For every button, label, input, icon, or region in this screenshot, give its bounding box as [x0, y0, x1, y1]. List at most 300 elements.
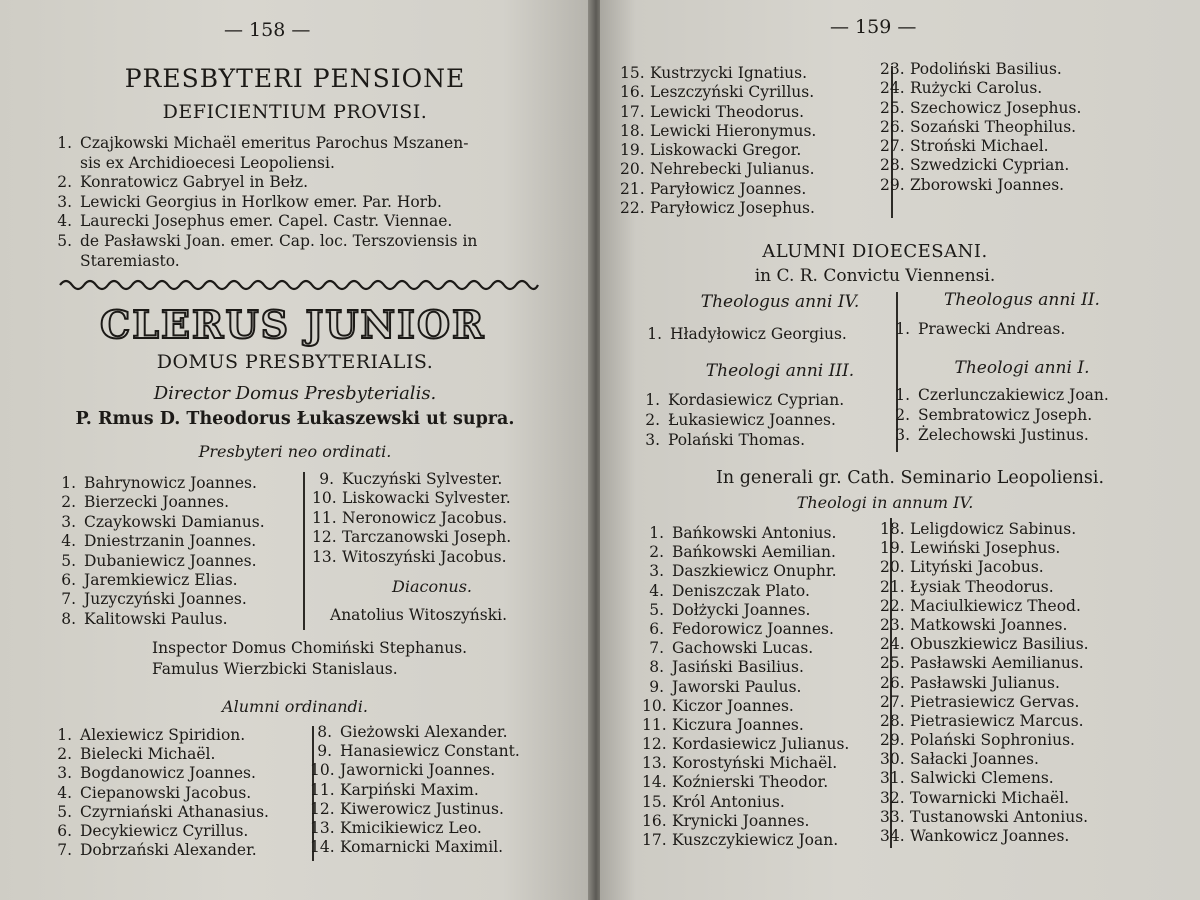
- item-text: Jawornicki Joannes.: [340, 761, 496, 780]
- list-item: [880, 79, 1081, 98]
- item-number: 7.: [61, 590, 76, 609]
- item-number: 12.: [312, 528, 337, 547]
- list-item: [638, 411, 844, 431]
- item-number: 31.: [880, 769, 905, 788]
- list-item: [642, 716, 849, 735]
- theologus-anni-ii: Theologus anni II.: [944, 290, 1100, 310]
- item-text: Ciepanowski Jacobus.: [80, 783, 252, 802]
- list-item: [880, 808, 1089, 827]
- item-number: 30.: [880, 750, 905, 769]
- item-text: Karpiński Maxim.: [340, 780, 479, 799]
- item-number: 3.: [57, 192, 72, 211]
- item-number: 20.: [620, 160, 645, 179]
- item-text: Liskowacki Gregor.: [650, 141, 802, 160]
- item-text: Lewicki Georgius in Horlkow emer. Par. Horb.: [80, 192, 442, 211]
- list-item: [50, 784, 269, 803]
- list-item: [880, 99, 1081, 118]
- list-item: [312, 528, 511, 547]
- item-number: 23.: [880, 615, 905, 634]
- list-item: [50, 726, 269, 745]
- item-number: 2.: [895, 405, 910, 424]
- list-item: [880, 769, 1089, 788]
- list-item: [50, 252, 477, 272]
- alumni-ordinandi-label: Alumni ordinandi.: [222, 697, 368, 716]
- list-item: [642, 735, 849, 754]
- list-item: [640, 325, 847, 344]
- item-number: 26.: [880, 673, 905, 692]
- item-number: 1.: [649, 524, 664, 542]
- item-text: Kordasiewicz Cyprian.: [668, 391, 845, 409]
- item-number: 1.: [895, 386, 910, 404]
- list-item: [54, 513, 265, 532]
- list-item: [620, 83, 816, 102]
- list-item: [54, 493, 265, 512]
- list-item: [642, 658, 849, 677]
- director-name: P. Rmus D. Theodorus Łukaszewski ut supra.: [75, 409, 515, 429]
- item-text: Jasiński Basilius.: [672, 658, 804, 677]
- list-item: [638, 431, 844, 451]
- list-item: [54, 552, 265, 571]
- item-text: Prawecki Andreas.: [918, 320, 1066, 338]
- list-item: [310, 781, 520, 800]
- item-text: Bańkowski Antonius.: [672, 524, 837, 542]
- item-number: 24.: [880, 635, 905, 654]
- item-text: Kustrzycki Ignatius.: [650, 64, 808, 82]
- item-text: Tustanowski Antonius.: [910, 807, 1089, 826]
- neo-ordinati-label: Presbyteri neo ordinati.: [198, 442, 392, 461]
- list-item: [642, 601, 849, 620]
- theologi-in-annum-iv: Theologi in annum IV.: [796, 493, 974, 512]
- item-text: Maciulkiewicz Theod.: [910, 596, 1081, 615]
- list-item: [880, 118, 1081, 137]
- list-item: [50, 764, 269, 783]
- list-item: [620, 160, 816, 179]
- item-text: Czerlunczakiewicz Joan.: [918, 386, 1109, 404]
- item-number: 4.: [57, 212, 72, 231]
- item-number: 9.: [317, 742, 332, 761]
- item-number: 28.: [880, 156, 905, 175]
- item-text: Dołżycki Joannes.: [672, 600, 811, 619]
- item-number: 10.: [310, 761, 335, 780]
- diaconus-label: Diaconus.: [392, 577, 472, 596]
- item-number: 24.: [880, 79, 905, 98]
- item-text: Leszczyński Cyrillus.: [650, 83, 815, 102]
- item-number: 23.: [880, 60, 905, 78]
- item-number: 1.: [647, 325, 662, 343]
- item-text: Kuszczykiewicz Joan.: [672, 831, 839, 849]
- item-text: Żelechowski Justinus.: [918, 425, 1089, 444]
- list-item: [50, 212, 477, 232]
- item-number: 6.: [61, 570, 76, 589]
- domus-title: DOMUS PRESBYTERIALIS.: [156, 351, 434, 373]
- item-text: Staremiasto.: [80, 251, 180, 270]
- alumni-ordinandi-right-column: [310, 723, 520, 857]
- seminario-leopoliensi: In generali gr. Cath. Seminario Leopoliensi.: [715, 468, 1105, 488]
- item-text: Korostyński Michaël.: [672, 754, 838, 773]
- item-number: 26.: [880, 117, 905, 136]
- item-number: 5.: [61, 551, 76, 570]
- item-text: de Pasławski Joan. emer. Cap. loc. Terszoviensis in: [80, 231, 478, 250]
- seminario-right-column: [880, 520, 1089, 846]
- alumni-dioecesani-title: ALUMNI DIOECESANI.: [762, 241, 988, 262]
- ornamental-rule: [56, 277, 542, 293]
- list-item: [642, 812, 849, 831]
- item-number: 4.: [57, 783, 72, 802]
- list-item: [310, 742, 520, 761]
- item-number: 9.: [649, 677, 664, 696]
- item-text: Król Antonius.: [672, 792, 785, 811]
- list-item: [54, 590, 265, 609]
- item-text: Gieżowski Alexander.: [340, 723, 508, 741]
- item-number: 3.: [645, 430, 660, 449]
- item-text: Liskowacki Sylvester.: [342, 489, 511, 508]
- item-text: Juzyczyński Joannes.: [84, 590, 247, 609]
- item-text: Sembratowicz Joseph.: [918, 405, 1093, 424]
- item-text: Obuszkiewicz Basilius.: [910, 635, 1089, 654]
- item-text: Czaykowski Damianus.: [84, 512, 265, 531]
- item-number: 15.: [642, 792, 667, 811]
- heading-deficientium: DEFICIENTIUM PROVISI.: [162, 101, 428, 123]
- item-text: Czyrniański Athanasius.: [80, 802, 269, 821]
- item-number: 29.: [880, 175, 905, 194]
- list-item: [642, 639, 849, 658]
- item-text: Hładyłowicz Georgius.: [670, 325, 847, 343]
- list-item: [312, 470, 511, 489]
- item-number: 3.: [895, 425, 910, 444]
- list-item: [50, 822, 269, 841]
- neo-ordinati-left-column: [54, 474, 265, 629]
- item-text: Komarnicki Maximil.: [340, 838, 504, 857]
- item-number: 7.: [57, 841, 72, 860]
- item-text: Paryłowicz Josephus.: [650, 199, 815, 218]
- diaconus-name: Anatolius Witoszyński.: [330, 606, 508, 624]
- list-item: [50, 803, 269, 822]
- item-text: Koźnierski Theodor.: [672, 773, 829, 792]
- list-item: [54, 474, 265, 493]
- list-item: [620, 199, 816, 218]
- list-item: [312, 489, 511, 508]
- list-item: [620, 180, 816, 199]
- item-text: Polański Sophronius.: [910, 731, 1075, 750]
- list-item: [310, 761, 520, 780]
- list-item: [310, 838, 520, 857]
- item-number: 34.: [880, 827, 905, 845]
- item-number: 3.: [57, 764, 72, 783]
- item-number: 8.: [649, 658, 664, 677]
- theologus-anni-iv: Theologus anni IV.: [700, 292, 860, 312]
- item-text: Paryłowicz Joannes.: [650, 179, 807, 198]
- item-text: Dniestrzanin Joannes.: [84, 532, 257, 551]
- item-number: 5.: [57, 802, 72, 821]
- item-number: 8.: [317, 723, 332, 741]
- list-item: [312, 548, 511, 567]
- item-text: Kmicikiewicz Leo.: [340, 818, 482, 837]
- item-number: 6.: [57, 821, 72, 840]
- inspector-line: Inspector Domus Chomiński Stephanus.: [152, 639, 468, 657]
- item-text: Bierzecki Joannes.: [84, 493, 230, 512]
- list-item: [54, 610, 265, 629]
- left-page: [0, 0, 592, 900]
- item-number: 13.: [642, 754, 667, 773]
- list-item: [880, 712, 1089, 731]
- item-text: Sałacki Joannes.: [910, 750, 1039, 769]
- item-text: Hanasiewicz Constant.: [340, 742, 520, 761]
- item-number: 10.: [642, 696, 667, 715]
- theologi-iii-list: [638, 391, 844, 450]
- item-text: Lityński Jacobus.: [910, 558, 1044, 577]
- clerus-junior-title: CLERUS JUNIOR: [100, 302, 486, 347]
- item-text: Kiczor Joannes.: [672, 696, 794, 715]
- item-number: 8.: [61, 609, 76, 628]
- list-item: [620, 122, 816, 141]
- list-item: [312, 509, 511, 528]
- item-text: Kuczyński Sylvester.: [342, 470, 503, 488]
- list-item: [880, 827, 1089, 846]
- item-text: Jaremkiewicz Elias.: [84, 570, 238, 589]
- item-text: Deniszczak Plato.: [672, 581, 810, 600]
- alumni-ordinandi-left-column: [50, 726, 269, 860]
- item-text: Laurecki Josephus emer. Capel. Castr. Viennae.: [80, 212, 453, 231]
- item-text: Łukasiewicz Joannes.: [668, 410, 836, 429]
- item-number: 28.: [880, 711, 905, 730]
- list-item: [880, 520, 1089, 539]
- list-item: [54, 532, 265, 551]
- list-item: [620, 141, 816, 160]
- item-text: Kiczura Joannes.: [672, 715, 804, 734]
- item-text: Pasławski Aemilianus.: [910, 654, 1084, 673]
- list-item: [880, 578, 1089, 597]
- item-text: Krynicki Joannes.: [672, 811, 810, 830]
- director-label: Director Domus Presbyterialis.: [153, 383, 437, 404]
- item-number: 16.: [642, 811, 667, 830]
- item-text: Bahrynowicz Joannes.: [84, 474, 257, 492]
- list-item: [642, 524, 849, 543]
- item-number: 5.: [57, 231, 72, 250]
- item-number: 22.: [880, 596, 905, 615]
- item-number: 29.: [880, 731, 905, 750]
- item-number: 25.: [880, 654, 905, 673]
- list-item: [642, 773, 849, 792]
- neo-ordinati-right-column: [312, 470, 511, 567]
- item-text: Lewiński Josephus.: [910, 539, 1061, 558]
- item-number: 2.: [57, 173, 72, 192]
- list-item: [880, 731, 1089, 750]
- theologi-i-list: [888, 386, 1109, 445]
- item-text: Szwedzicki Cyprian.: [910, 156, 1070, 175]
- item-number: 14.: [642, 773, 667, 792]
- item-number: 25.: [880, 98, 905, 117]
- list-item: [880, 597, 1089, 616]
- item-number: 17.: [642, 831, 667, 849]
- item-text: Polański Thomas.: [668, 430, 806, 449]
- item-number: 3.: [61, 512, 76, 531]
- item-number: 33.: [880, 807, 905, 826]
- item-text: Czajkowski Michaël emeritus Parochus Mszanen-: [80, 134, 469, 152]
- item-number: 15.: [620, 64, 645, 82]
- theologus-ii-list: [888, 320, 1065, 339]
- item-text: Sozański Theophilus.: [910, 117, 1077, 136]
- list-item: [880, 789, 1089, 808]
- item-number: 19.: [880, 539, 905, 558]
- item-number: 16.: [620, 83, 645, 102]
- item-text: Daszkiewicz Onuphr.: [672, 562, 837, 581]
- continued-right-column: [880, 60, 1081, 195]
- item-number: 3.: [649, 562, 664, 581]
- list-item: [880, 616, 1089, 635]
- column-divider: [303, 472, 305, 630]
- item-number: 2.: [645, 410, 660, 429]
- item-number: 13.: [312, 547, 337, 566]
- list-item: [880, 693, 1089, 712]
- item-text: Kordasiewicz Julianus.: [672, 735, 850, 754]
- theologi-anni-i: Theologi anni I.: [954, 358, 1090, 378]
- list-item: [880, 654, 1089, 673]
- list-item: [880, 176, 1081, 195]
- item-number: 5.: [649, 600, 664, 619]
- item-text: Konratowicz Gabryel in Bełz.: [80, 173, 309, 192]
- item-text: Kalitowski Paulus.: [84, 609, 228, 628]
- item-number: 1.: [895, 320, 910, 338]
- list-item: [888, 406, 1109, 426]
- item-number: 27.: [880, 692, 905, 711]
- item-text: Podoliński Basilius.: [910, 60, 1062, 78]
- item-text: Towarnicki Michaël.: [910, 788, 1070, 807]
- item-number: 9.: [319, 470, 334, 488]
- list-item: [54, 571, 265, 590]
- item-number: 2.: [649, 543, 664, 562]
- item-text: Szechowicz Josephus.: [910, 98, 1082, 117]
- list-item: [880, 539, 1089, 558]
- item-text: Pasławski Julianus.: [910, 673, 1060, 692]
- item-text: Bielecki Michaël.: [80, 745, 216, 764]
- item-number: 2.: [61, 493, 76, 512]
- item-number: 2.: [57, 745, 72, 764]
- item-text: Bogdanowicz Joannes.: [80, 764, 256, 783]
- list-item: [888, 386, 1109, 406]
- item-text: Zborowski Joannes.: [910, 175, 1065, 194]
- list-item: [880, 558, 1089, 577]
- item-text: Fedorowicz Joannes.: [672, 619, 834, 638]
- item-text: Rużycki Carolus.: [910, 79, 1043, 98]
- item-text: Matkowski Joannes.: [910, 615, 1068, 634]
- item-number: 18.: [620, 121, 645, 140]
- item-text: Pietrasiewicz Gervas.: [910, 692, 1080, 711]
- item-text: Witoszyński Jacobus.: [342, 547, 507, 566]
- item-text: Łysiak Theodorus.: [910, 577, 1054, 596]
- item-number: 11.: [642, 715, 667, 734]
- list-item: [880, 137, 1081, 156]
- item-text: Lewicki Theodorus.: [650, 102, 805, 121]
- item-text: Lewicki Hieronymus.: [650, 121, 817, 140]
- list-item: [50, 173, 477, 193]
- item-number: 27.: [880, 137, 905, 156]
- list-item: [50, 841, 269, 860]
- seminario-left-column: [642, 524, 849, 850]
- item-number: 1.: [61, 474, 76, 492]
- list-item: [642, 582, 849, 601]
- item-number: 21.: [880, 577, 905, 596]
- list-item: [642, 562, 849, 581]
- list-item: [888, 320, 1065, 339]
- item-number: 11.: [312, 508, 337, 527]
- item-number: 19.: [620, 141, 645, 160]
- item-text: Jaworski Paulus.: [672, 677, 802, 696]
- item-text: Alexiewicz Spiridion.: [80, 726, 246, 744]
- page-number-left: — 158 —: [224, 19, 311, 41]
- list-item: [880, 60, 1081, 79]
- right-page: [600, 0, 1200, 900]
- item-number: 21.: [620, 179, 645, 198]
- item-number: 12.: [642, 735, 667, 754]
- list-item: [50, 154, 477, 174]
- heading-presbyteri-pensione: PRESBYTERI PENSIONE: [124, 64, 466, 93]
- list-item: [880, 635, 1089, 654]
- list-item: [50, 193, 477, 213]
- item-number: 22.: [620, 199, 645, 218]
- list-item: [620, 103, 816, 122]
- item-text: Tarczanowski Joseph.: [342, 528, 512, 547]
- item-text: Dobrzański Alexander.: [80, 841, 257, 860]
- list-item: [880, 156, 1081, 175]
- item-text: Wankowicz Joannes.: [910, 827, 1070, 845]
- item-text: Stroński Michael.: [910, 137, 1049, 156]
- item-text: Salwicki Clemens.: [910, 769, 1054, 788]
- item-number: 6.: [649, 619, 664, 638]
- item-number: 10.: [312, 489, 337, 508]
- convictu-viennensi: in C. R. Convictu Viennensi.: [754, 266, 996, 286]
- item-text: Nehrebecki Julianus.: [650, 160, 815, 179]
- theologus-iv-list: [640, 325, 847, 344]
- item-text: Pietrasiewicz Marcus.: [910, 711, 1084, 730]
- item-text: Leligdowicz Sabinus.: [910, 520, 1077, 538]
- item-number: 1.: [57, 726, 72, 744]
- item-number: 4.: [61, 532, 76, 551]
- list-item: [642, 793, 849, 812]
- item-number: 17.: [620, 102, 645, 121]
- list-item: [50, 232, 477, 252]
- list-item: [880, 674, 1089, 693]
- item-number: 32.: [880, 788, 905, 807]
- list-item: [642, 543, 849, 562]
- list-item: [888, 426, 1109, 446]
- continued-left-column: [620, 64, 816, 218]
- list-item: [620, 64, 816, 83]
- list-item: [642, 678, 849, 697]
- item-number: 14.: [310, 838, 335, 857]
- list-item: [638, 391, 844, 411]
- item-number: 11.: [310, 780, 335, 799]
- list-item: [642, 620, 849, 639]
- list-item: [880, 750, 1089, 769]
- item-text: Dubaniewicz Joannes.: [84, 551, 257, 570]
- item-number: 4.: [649, 581, 664, 600]
- list-item: [310, 819, 520, 838]
- item-number: 1.: [645, 391, 660, 409]
- item-number: 1.: [57, 134, 72, 152]
- item-text: Gachowski Lucas.: [672, 639, 814, 658]
- pension-list: [50, 134, 477, 271]
- list-item: [642, 754, 849, 773]
- item-text: sis ex Archidioecesi Leopoliensi.: [80, 153, 335, 172]
- item-number: 18.: [880, 520, 905, 538]
- item-number: 12.: [310, 799, 335, 818]
- item-number: 13.: [310, 818, 335, 837]
- item-text: Kiwerowicz Justinus.: [340, 799, 504, 818]
- famulus-line: Famulus Wierzbicki Stanislaus.: [152, 660, 398, 678]
- list-item: [642, 831, 849, 850]
- page-number-right: — 159 —: [830, 16, 917, 38]
- item-number: 7.: [649, 639, 664, 658]
